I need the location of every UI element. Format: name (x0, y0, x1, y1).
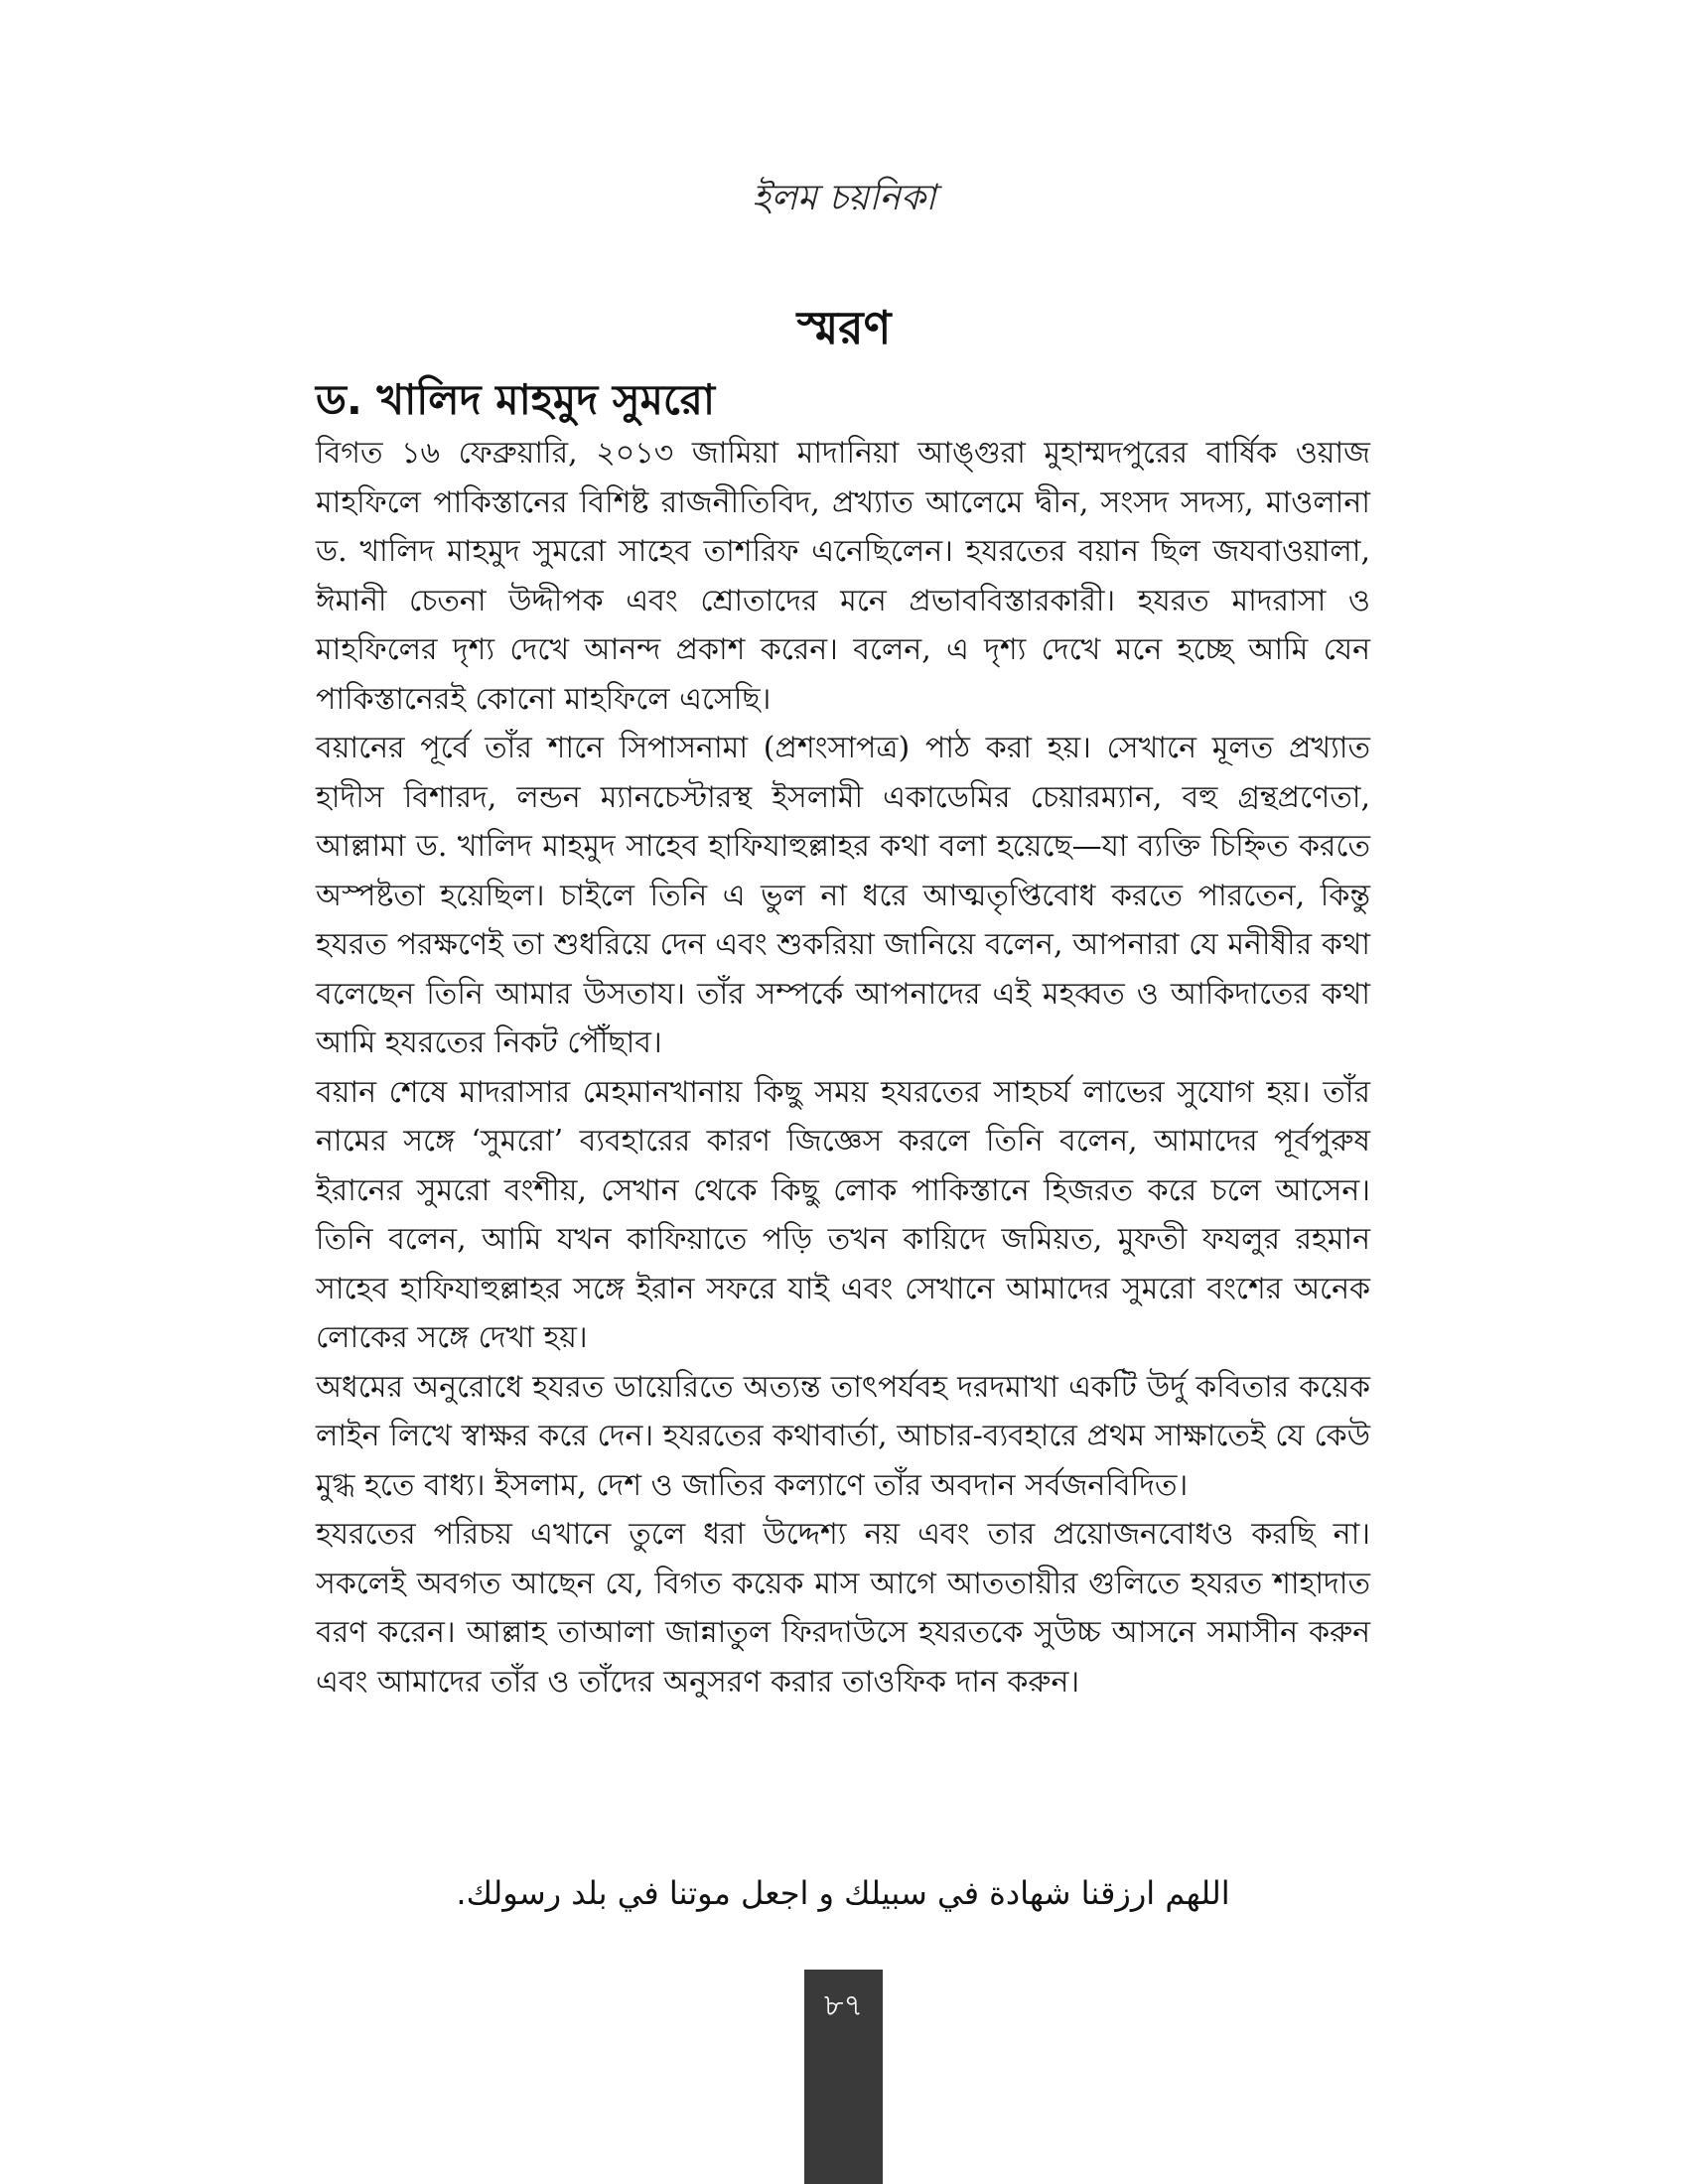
section-title: স্মরণ (796, 301, 892, 354)
page-number-tab (804, 1970, 883, 2184)
running-head: ইলম চয়নিকা (752, 178, 936, 218)
paragraph: বয়ান শেষে মাদরাসার মেহমানখানায় কিছু সময় হযরতের সাহচর্য লাভের সুযোগ হয়। তাঁর নামের সঙ্গে ‘সুমরো’ ব্যবহারের কারণ জিজ্ঞেস করলে তিনি বলেন, আমাদের পূর্বপুরুষ ইরানের সুমরো বংশীয়, সেখান থেকে কিছু লোক পাকিস্তানে হিজরত করে চলে আসেন। তিনি বলেন, আমি যখন কাফিয়াতে পড়ি তখন কায়িদে জমিয়ত, মুফতী ফযলুর রহমান সাহেব হাফিযাহুল্লাহর সঙ্গে ইরান সফরে যাই এবং সেখানে আমাদের সুমরো বংশের অনেক লোকের সঙ্গে দেখা হয়। (316, 1074, 1370, 1355)
article-body (316, 429, 1370, 1706)
author-name: ড. খালিদ মাহমুদ সুমরো (316, 375, 716, 424)
paragraph: হযরতের পরিচয় এখানে তুলে ধরা উদ্দেশ্য নয় এবং তার প্রয়োজনবোধও করছি না। সকলেই অবগত আছেন যে, বিগত কয়েক মাস আগে আততায়ীর গুলিতে হযরত শাহাদাত বরণ করেন। আল্লাহ তাআলা জান্নাতুল ফিরদাউসে হযরতকে সুউচ্চ আসনে সমাসীন করুন এবং আমাদের তাঁর ও তাঁদের অনুসরণ করার তাওফিক দান করুন। (316, 1517, 1370, 1700)
page-number: ৮৭ (824, 1988, 863, 2023)
paragraph: অধমের অনুরোধে হযরত ডায়েরিতে অত্যন্ত তাৎপর্যবহ দরদমাখা একটি উর্দু কবিতার কয়েক লাইন লিখে স্বাক্ষর করে দেন। হযরতের কথাবার্তা, আচার-ব্যবহারে প্রথম সাক্ষাতেই যে কেউ মুগ্ধ হতে বাধ্য। ইসলাম, দেশ ও জাতির কল্যাণে তাঁর অবদান সর্বজনবিদিত। (316, 1369, 1370, 1503)
arabic-prayer: اللهم ارزقنا شهادة في سبيلك و اجعل موتنا في بلد رسولك. (456, 1874, 1230, 1912)
paragraph: বয়ানের পূর্বে তাঁর শানে সিপাসনামা (প্রশংসাপত্র) পাঠ করা হয়। সেখানে মূলত প্রখ্যাত হাদীস বিশারদ, লন্ডন ম্যানচেস্টারস্থ ইসলামী একাডেমির চেয়ারম্যান, বহু গ্রন্থপ্রণেতা, আল্লামা ড. খালিদ মাহমুদ সাহেব হাফিযাহুল্লাহর কথা বলা হয়েছে—যা ব্যক্তি চিহ্নিত করতে অস্পষ্টতা হয়েছিল। চাইলে তিনি এ ভুল না ধরে আত্মতৃপ্তিবোধ করতে পারতেন, কিন্তু হযরত পরক্ষণেই তা শুধরিয়ে দেন এবং শুকরিয়া জানিয়ে বলেন, আপনারা যে মনীষীর কথা বলেছেন তিনি আমার উসতায। তাঁর সম্পর্কে আপনাদের এই মহব্বত ও আকিদাতের কথা আমি হযরতের নিকট পৌঁছাব। (316, 731, 1370, 1060)
paragraph: বিগত ১৬ ফেব্রুয়ারি, ২০১৩ জামিয়া মাদানিয়া আঙ্গুরা মুহাম্মদপুরের বার্ষিক ওয়াজ মাহফিলে পাকিস্তানের বিশিষ্ট রাজনীতিবিদ, প্রখ্যাত আলেমে দ্বীন, সংসদ সদস্য, মাওলানা ড. খালিদ মাহমুদ সুমরো সাহেব তাশরিফ এনেছিলেন। হযরতের বয়ান ছিল জযবাওয়ালা, ঈমানী চেতনা উদ্দীপক এবং শ্রোতাদের মনে প্রভাববিস্তারকারী। হযরত মাদরাসা ও মাহফিলের দৃশ্য দেখে আনন্দ প্রকাশ করেন। বলেন, এ দৃশ্য দেখে মনে হচ্ছে আমি যেন পাকিস্তানেরই কোনো মাহফিলে এসেছি। (316, 436, 1370, 717)
